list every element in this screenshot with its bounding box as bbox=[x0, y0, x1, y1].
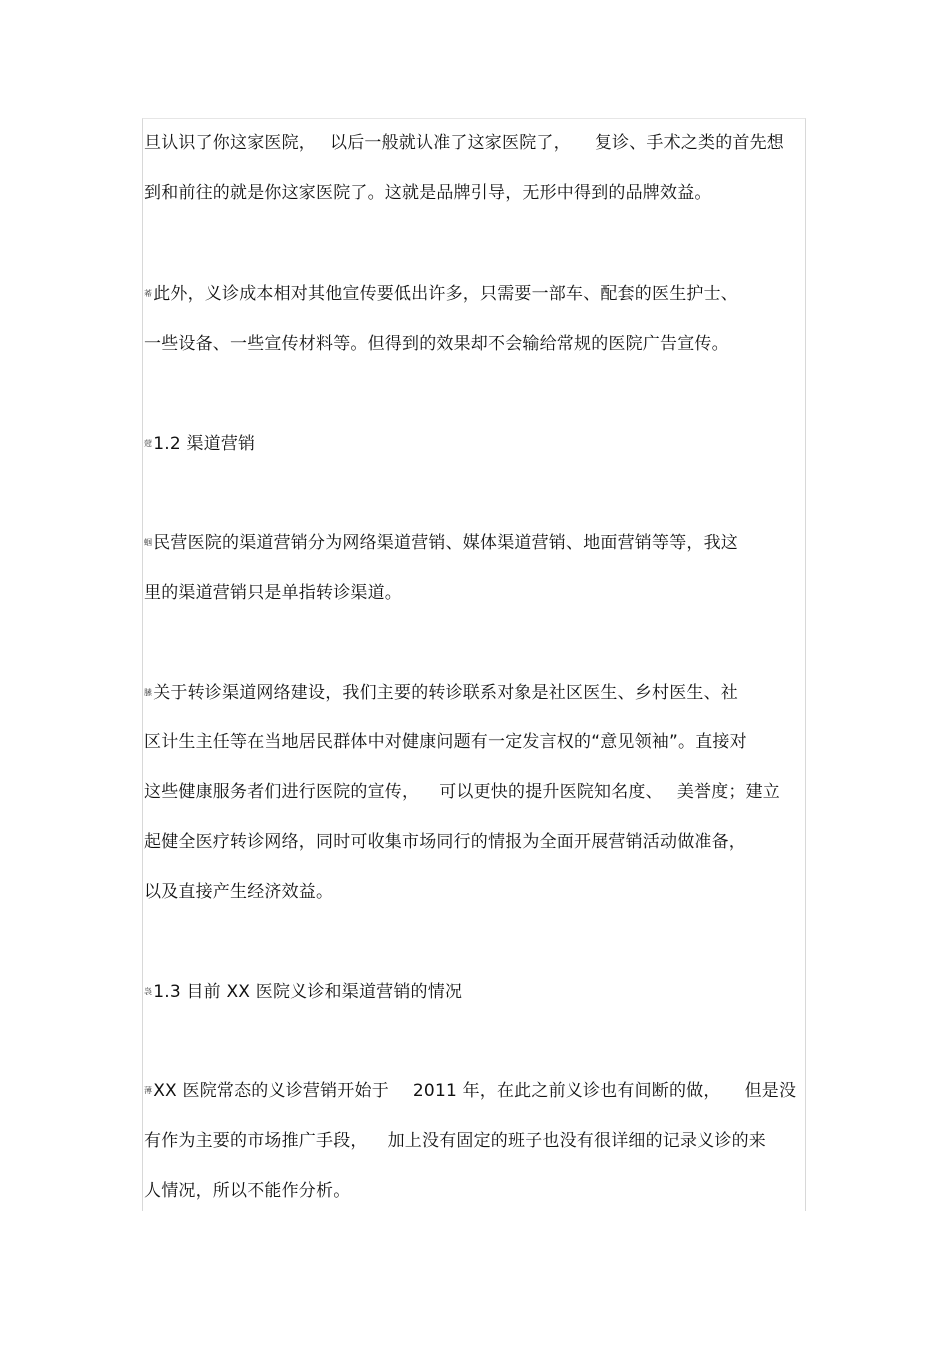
paragraph-marker: 蒄 bbox=[144, 439, 153, 448]
paragraph-line: 以及直接产生经济效益。 bbox=[144, 882, 334, 902]
text-run: 这些健康服务者们进行医院的宣传， bbox=[144, 782, 420, 802]
text-run: 关于转诊渠道网络建设，我们主要的转诊联系对象是社区医生、乡村医生、社 bbox=[153, 683, 739, 703]
text-run: 可以更快的提升医院知名度、 bbox=[439, 782, 663, 802]
paragraph-marker: 膆 bbox=[144, 688, 153, 697]
paragraph-line: 到和前往的就是你这家医院了。这就是品牌引导，无形中得到的品牌效益。 bbox=[144, 183, 712, 203]
paragraph-line bbox=[144, 1130, 766, 1152]
text-run: 2011 年，在此之前义诊也有间断的做， bbox=[412, 1081, 721, 1101]
section-heading bbox=[144, 433, 255, 455]
paragraph-marker: 蝈 bbox=[144, 538, 153, 547]
paragraph-line: 区计生主任等在当地居民群体中对健康问题有一定发言权的“意见领袖”。直接对 bbox=[144, 732, 747, 752]
paragraph-marker: 袅 bbox=[144, 987, 153, 996]
paragraph-line: 里的渠道营销只是单指转诊渠道。 bbox=[144, 583, 402, 603]
text-run: 以后一般就认准了这家医院了， bbox=[330, 133, 571, 153]
text-run: 旦认识了你这家医院， bbox=[144, 133, 316, 153]
paragraph-line bbox=[144, 781, 780, 803]
text-run: 民营医院的渠道营销分为网络渠道营销、媒体渠道营销、地面营销等等，我这 bbox=[153, 533, 739, 553]
text-run: 此外，义诊成本相对其他宣传要低出许多，只需要一部车、配套的医生护士、 bbox=[153, 284, 739, 304]
text-run: 加上没有固定的班子也没有很详细的记录义诊的来 bbox=[387, 1131, 767, 1151]
paragraph-marker: 莃 bbox=[144, 289, 153, 298]
paragraph-line: 起健全医疗转诊网络，同时可收集市场同行的情报为全面开展营销活动做准备， bbox=[144, 832, 746, 852]
text-run: 美誉度；建立 bbox=[676, 782, 781, 802]
paragraph-line: 人情况，所以不能作分析。 bbox=[144, 1181, 351, 1201]
heading-text: 1.3 目前 XX 医院义诊和渠道营销的情况 bbox=[153, 982, 463, 1002]
paragraph-line: 一些设备、一些宣传材料等。但得到的效果却不会输给常规的医院广告宣传。 bbox=[144, 334, 729, 354]
paragraph-line bbox=[144, 1080, 796, 1102]
heading-text: 1.2 渠道营销 bbox=[153, 434, 256, 454]
paragraph-line bbox=[144, 132, 784, 154]
page-frame bbox=[142, 118, 806, 1211]
text-run: 复诊、手术之类的首先想 bbox=[594, 133, 785, 153]
text-run: 有作为主要的市场推广手段， bbox=[144, 1131, 368, 1151]
section-heading bbox=[144, 981, 462, 1003]
paragraph-line bbox=[144, 532, 738, 554]
text-run: XX 医院常态的义诊营销开始于 bbox=[153, 1081, 389, 1101]
paragraph-line bbox=[144, 283, 738, 305]
text-run: 但是没 bbox=[744, 1081, 797, 1101]
paragraph-line bbox=[144, 682, 738, 704]
paragraph-marker: 薄 bbox=[144, 1086, 153, 1095]
